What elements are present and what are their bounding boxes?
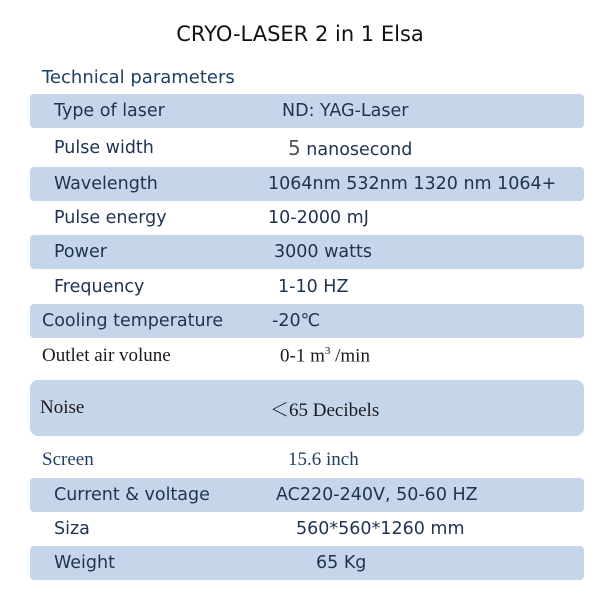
spec-label: Type of laser [54, 101, 165, 121]
spec-value-unit: nanosecond [300, 140, 413, 160]
spec-value: 10-2000 mJ [268, 208, 369, 228]
page-title: CRYO-LASER 2 in 1 Elsa [176, 22, 424, 46]
spec-value: ND: YAG-Laser [282, 101, 409, 121]
spec-value: AC220-240V, 50-60 HZ [276, 485, 478, 505]
spec-row-frequency [30, 271, 584, 303]
spec-value: 1-10 HZ [278, 277, 349, 297]
spec-value: 65 Kg [316, 553, 367, 573]
spec-row-cooling-temperature [30, 304, 584, 338]
spec-value: -20℃ [272, 311, 321, 331]
spec-label: Pulse width [54, 138, 154, 158]
spec-row-screen [30, 444, 584, 476]
spec-value: 560*560*1260 mm [296, 519, 465, 539]
spec-label: Power [54, 242, 107, 262]
section-heading: Technical parameters [42, 67, 235, 88]
spec-label: Weight [54, 553, 115, 573]
spec-row-power [30, 235, 584, 269]
spec-label: Outlet air volune [42, 345, 171, 366]
spec-row-wavelength [30, 167, 584, 201]
spec-label: Cooling temperature [42, 311, 224, 331]
spec-row-size [30, 513, 584, 545]
spec-label: Siza [54, 519, 90, 539]
spec-row-pulse-width [30, 132, 584, 164]
spec-value [280, 345, 370, 367]
spec-row-type-of-laser [30, 94, 584, 128]
spec-label: Screen [42, 449, 94, 470]
spec-label: Wavelength [54, 174, 158, 194]
spec-label: Noise [40, 397, 85, 418]
spec-row-current-voltage [30, 478, 584, 512]
spec-row-outlet-air-volume [30, 340, 584, 372]
spec-value: ＜65 Decibels [270, 399, 380, 421]
spec-label: Frequency [54, 277, 145, 297]
spec-value-number: 5 [288, 136, 301, 160]
spec-label: Current & voltage [54, 485, 210, 505]
spec-row-noise [30, 380, 584, 436]
spec-row-pulse-energy [30, 202, 584, 234]
spec-value: 3000 watts [274, 242, 372, 262]
spec-label: Pulse energy [54, 208, 167, 228]
spec-row-weight [30, 546, 584, 580]
spec-value-superscript: 3 [324, 344, 331, 357]
spec-value: 1064nm 532nm 1320 nm 1064+ [268, 174, 557, 194]
spec-value: 15.6 inch [288, 449, 359, 470]
spec-value-tail: /min [330, 345, 370, 367]
spec-value [288, 136, 412, 160]
spec-value-base: 0-1 m [280, 345, 325, 367]
